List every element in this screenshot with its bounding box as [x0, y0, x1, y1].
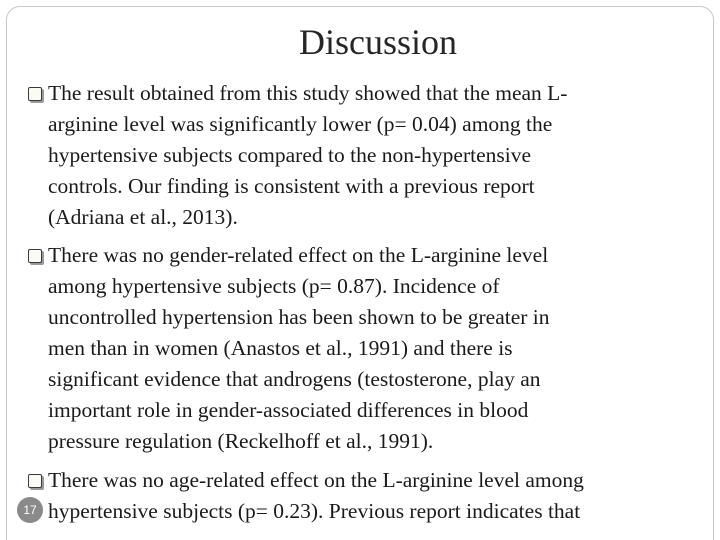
bullet-line — [28, 465, 700, 496]
bullet-line: hypertensive subjects compared to the non-hypertensive — [48, 143, 532, 167]
bullet-line: hypertensive subjects (p= 0.23). Previous report indicates that — [48, 499, 581, 523]
bullet-item-3 — [28, 465, 700, 527]
bullet-line: important role in gender-associated differences in blood — [48, 398, 529, 422]
slide-title: Discussion — [298, 22, 457, 62]
bullet-item-2 — [28, 240, 700, 457]
bullet-line: men than in women (Anastos et al., 1991) and there is — [48, 336, 513, 360]
bullet-text: The result obtained from this study showed that the mean L- — [48, 81, 568, 105]
page-number-badge: 17 — [17, 497, 43, 523]
bullet-line: pressure regulation (Reckelhoff et al., 1991). — [48, 429, 434, 453]
bullet-line — [28, 240, 700, 271]
bullet-item-1 — [28, 78, 700, 233]
bullet-line: (Adriana et al., 2013). — [48, 205, 238, 229]
checkbox-bullet-icon — [28, 87, 42, 101]
bullet-line: controls. Our finding is consistent with a previous report — [48, 174, 535, 198]
bullet-line: uncontrolled hypertension has been shown to be greater in — [48, 305, 550, 329]
checkbox-bullet-icon — [28, 474, 42, 488]
checkbox-bullet-icon — [28, 249, 42, 263]
bullet-text: There was no age-related effect on the L-arginine level among — [48, 468, 584, 492]
bullet-line: significant evidence that androgens (testosterone, play an — [48, 367, 541, 391]
bullet-line: arginine level was significantly lower (p= 0.04) among the — [48, 112, 553, 136]
bullet-line — [28, 78, 700, 109]
bullet-text: There was no gender-related effect on the L-arginine level — [48, 243, 549, 267]
bullet-line: among hypertensive subjects (p= 0.87). Incidence of — [48, 274, 500, 298]
